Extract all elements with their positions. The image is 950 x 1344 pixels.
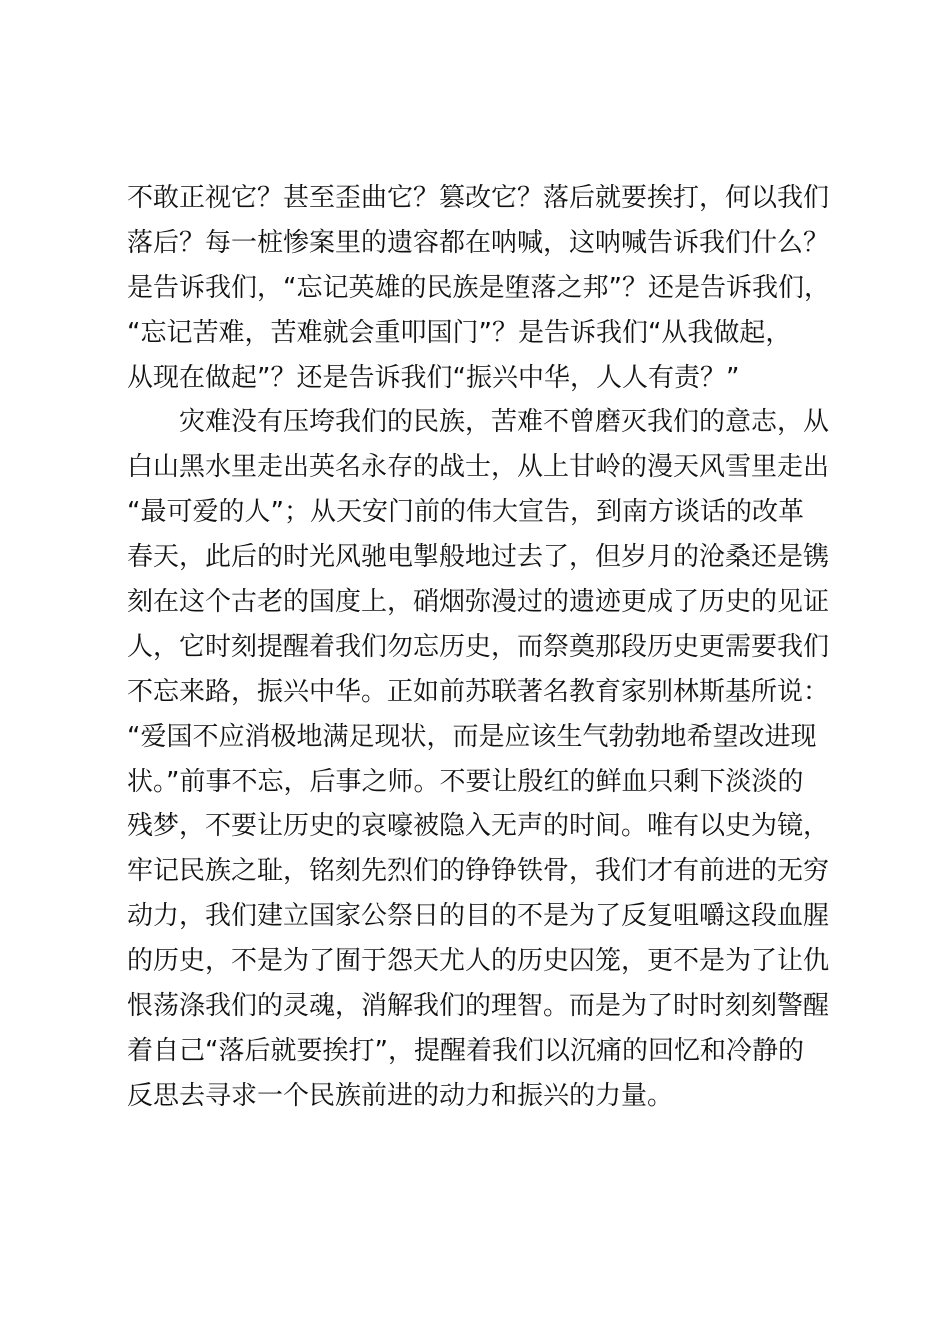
text-line: 恨荡涤我们的灵魂，消解我们的理智。而是为了时时刻刻警醒 — [127, 991, 830, 1022]
text-line: 是告诉我们，“忘记英雄的民族是堕落之邦”？还是告诉我们， — [127, 272, 830, 303]
paragraph-2 — [127, 400, 852, 1118]
text-line: 落后？每一桩惨案里的遗容都在呐喊，这呐喊告诉我们什么？ — [127, 227, 830, 258]
text-line: “最可爱的人”；从天安门前的伟大宣告，到南方谈话的改革 — [127, 497, 804, 528]
text-line: 从现在做起”？还是告诉我们“振兴中华，人人有责？” — [127, 362, 740, 393]
text-line: 状。”前事不忘，后事之师。不要让殷红的鲜血只剩下淡淡的 — [127, 766, 804, 797]
text-line: 残梦，不要让历史的哀嚎被隐入无声的时间。唯有以史为镜， — [127, 811, 830, 842]
text-line: 刻在这个古老的国度上，硝烟弥漫过的遗迹更成了历史的见证 — [127, 587, 830, 618]
text-line: 的历史，不是为了囿于怨天尤人的历史囚笼，更不是为了让仇 — [127, 946, 830, 977]
text-line: 着自己“落后就要挨打”，提醒着我们以沉痛的回忆和冷静的 — [127, 1035, 804, 1066]
text-line: 牢记民族之耻，铭刻先烈们的铮铮铁骨，我们才有前进的无穷 — [127, 856, 830, 887]
text-line: 不敢正视它？甚至歪曲它？篡改它？落后就要挨打，何以我们 — [127, 183, 830, 213]
document-body — [127, 176, 852, 1119]
paragraph-1 — [127, 176, 852, 400]
text-line: “爱国不应消极地满足现状，而是应该生气勃勃地希望改进现 — [127, 721, 817, 752]
text-line: “忘记苦难，苦难就会重叩国门”？是告诉我们“从我做起， — [127, 317, 792, 348]
text-line: 白山黑水里走出英名永存的战士，从上甘岭的漫天风雪里走出 — [127, 452, 830, 483]
text-line: 灾难没有压垮我们的民族，苦难不曾磨灭我们的意志，从 — [179, 407, 830, 438]
text-line: 不忘来路，振兴中华。正如前苏联著名教育家别林斯基所说： — [127, 676, 830, 707]
text-line: 动力，我们建立国家公祭日的目的不是为了反复咀嚼这段血腥 — [127, 901, 830, 932]
text-line: 春天，此后的时光风驰电掣般地过去了，但岁月的沧桑还是镌 — [127, 542, 830, 573]
text-line: 人，它时刻提醒着我们勿忘历史，而祭奠那段历史更需要我们 — [127, 631, 830, 662]
text-line: 反思去寻求一个民族前进的动力和振兴的力量。 — [127, 1080, 674, 1111]
